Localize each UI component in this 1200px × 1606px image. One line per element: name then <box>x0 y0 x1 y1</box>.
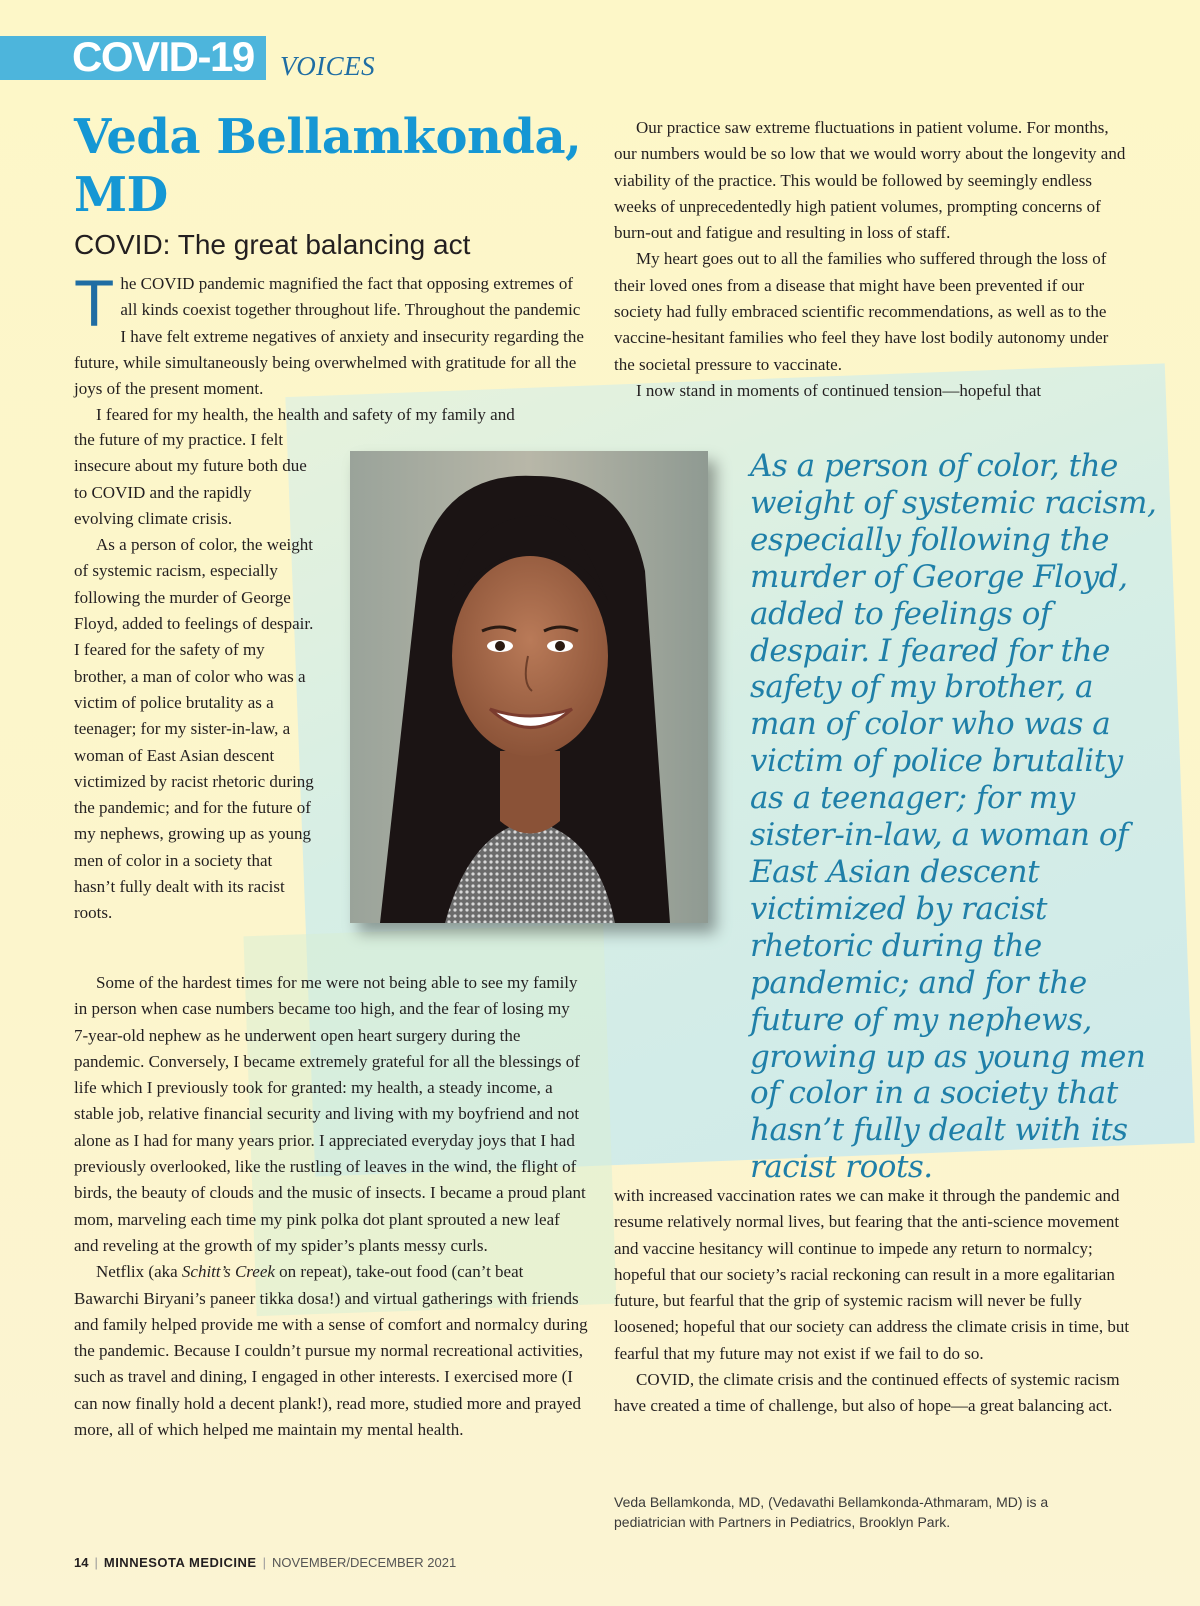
page-number: 14 <box>74 1555 89 1570</box>
paragraph-practice: Our practice saw extreme fluctuations in patient volume. For months, our numbers would be so low that we would worry about the longevity and viability of the practice. This would be followed by seemingly endless weeks of unprecedentedly high patient volumes, prompting concerns of burn-out and fatigue and resulting in loss of staff. <box>614 118 1126 243</box>
publication-name: MINNESOTA MEDICINE <box>103 1555 257 1570</box>
footer-divider: | <box>262 1555 266 1570</box>
paragraph-racism: As a person of color, the weight of systemic racism, especially following the murder of George Floyd, added to feelings of despair. I feared for the safety of my brother, a man of color who was a victim of police brutality as a teenager; for my sister-in-law, a woman of East Asian descent victimized by racist rhetoric during the pandemic; and for the future of my nephews, growing up as young men of color in a society that hasn’t fully dealt with its racist roots. <box>74 535 314 923</box>
paragraph-health-cont: the future of my practice. I felt insecure about my future both due to COVID and the rapidly evolving climate crisis. <box>74 430 307 528</box>
paragraph-netflix <box>74 1259 588 1443</box>
footer-divider: | <box>94 1555 98 1570</box>
section-title: COVID-19 <box>72 33 254 80</box>
paragraph-netflix-text-b: on repeat), take-out food (can’t beat Bawarchi Biryani’s paneer tikka dosa!) and virtual gatherings with friends and family helped provide me with a sense of comfort and normalcy during the pandemic. Because I couldn’t pursue my normal recreational activities, such as travel and dining, I engaged in other interests. I exercised more (I can now finally hold a decent plank!), read more, studied more and prayed more, all of which helped me maintain my mental health. <box>74 1262 588 1440</box>
body-column-left-bottom <box>74 970 588 1443</box>
paragraph-conclusion: COVID, the climate crisis and the continued effects of systemic racism have created a time of challenge, but also of hope—a great balancing act. <box>614 1370 1120 1416</box>
body-column-right-bottom <box>614 1183 1130 1420</box>
paragraph-netflix-text-a: Netflix (aka <box>96 1262 182 1282</box>
paragraph-hardest-times: Some of the hardest times for me were not being able to see my family in person when case numbers became too high, and the fear of losing my 7-year-old nephew as he underwent open heart surgery during the pandemic. Conversely, I became extremely grateful for all the blessings of life which I previously took for granted: my health, a steady income, a stable job, relative financial security and living with my boyfriend and not alone as I had for many years prior. I appreciated everyday joys that I had previously overlooked, like the rustling of leaves in the wind, the flight of birds, the beauty of clouds and the music of insects. I became a proud plant mom, marveling each time my pink polka dot plant sprouted a new leaf and reveling at the growth of my spider’s plants messy curls. <box>74 973 586 1255</box>
author-portrait-photo <box>350 451 708 923</box>
issue-date: NOVEMBER/DECEMBER 2021 <box>271 1555 457 1570</box>
drop-cap: T <box>74 266 115 340</box>
paragraph-health: I feared for my health, the health and safety of my family and <box>96 405 515 425</box>
author-bio: Veda Bellamkonda, MD, (Vedavathi Bellamkonda-Athmaram, MD) is a pediatrician with Partners in Pediatrics, Brooklyn Park. <box>614 1494 1049 1530</box>
article-author-heading: Veda Bellamkonda, MD <box>74 109 582 223</box>
paragraph-families: My heart goes out to all the families who suffered through the loss of their loved ones from a disease that might have been prevented if our society had fully embraced scientific recommendations, as well as to the vaccine-hesitant families who feel they have lost bodily autonomy under the societal pressure to vaccinate. <box>614 249 1109 374</box>
paragraph-tension-cont: with increased vaccination rates we can make it through the pandemic and resume relatively normal lives, but fearing that the anti-science movement and vaccine hesitancy will continue to impede any return to normalcy; hopeful that our society’s racial reckoning can result in a more egalitarian future, but fearful that the grip of systemic racism will never be fully loosened; hopeful that our society can address the climate crisis in time, but fearful that my future may not exist if we fail to do so. <box>614 1186 1130 1363</box>
page-footer <box>74 1553 456 1573</box>
paragraph-intro <box>74 266 588 402</box>
body-column-right-top <box>614 115 1130 404</box>
portrait-illustration <box>350 451 708 923</box>
pull-quote: As a person of color, the weight of systemic racism, especially following the murder of George Floyd, added to feelings of despair. I feared for the safety of my brother, a man of color who was a victim of police brutality as a teenager; for my sister-in-law, a woman of East Asian descent victimized by racist rhetoric during the pandemic; and for the future of my nephews, growing up as young men of color in a society that hasn’t fully dealt with its racist roots. <box>750 448 1157 1186</box>
paragraph-tension: I now stand in moments of continued tension—hopeful that <box>636 380 1042 400</box>
section-subtitle: VOICES <box>280 51 376 81</box>
show-title-italic: Schitt’s Creek <box>181 1262 275 1282</box>
article-subtitle: COVID: The great balancing act <box>74 229 471 260</box>
body-column-left-top <box>74 266 588 429</box>
paragraph-intro-text: he COVID pandemic magnified the fact that opposing extremes of all kinds coexist together throughout life. Throughout the pandemic I have felt extreme negatives of anxiety and insecurity regarding the future, while simultaneously being overwhelmed with gratitude for all the joys of the present moment. <box>74 274 584 399</box>
body-column-left-narrow <box>74 427 314 927</box>
